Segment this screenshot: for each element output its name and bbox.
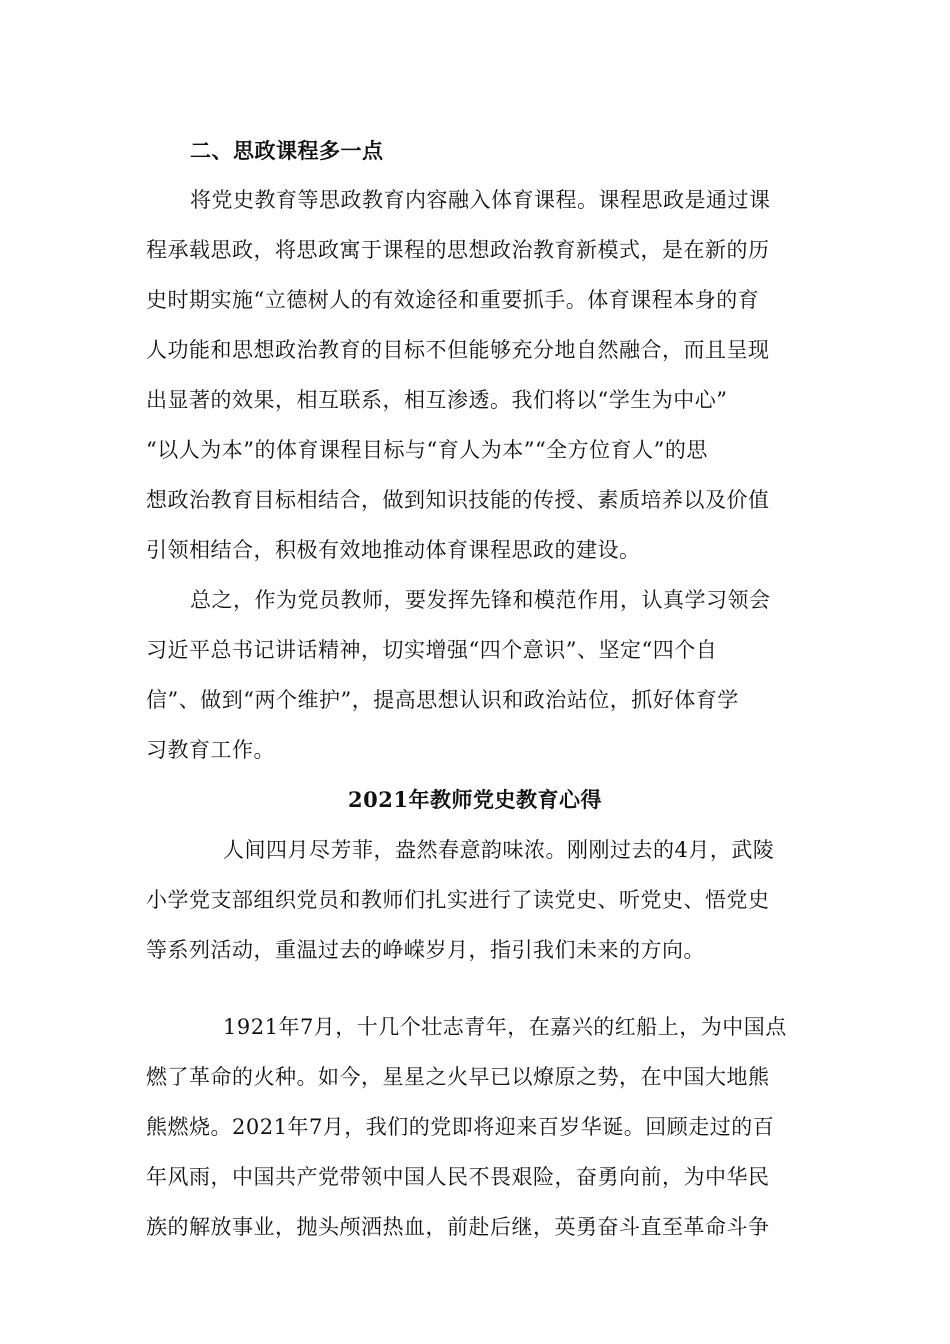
paragraph-line: 信”、做到“两个维护”，提高思想认识和政治站位，抓好体育学 bbox=[146, 688, 739, 712]
paragraph-line: “以人为本”的体育课程目标与“育人为本”“全方位育人”的思 bbox=[146, 438, 708, 462]
article-line: 1921年7月，十几个壮志青年，在嘉兴的红船上，为中国点 bbox=[223, 1015, 787, 1039]
paragraph-line: 将党史教育等思政教育内容融入体育课程。课程思政是通过课 bbox=[190, 188, 771, 212]
article-line: 等系列活动，重温过去的峥嵘岁月，指引我们未来的方向。 bbox=[146, 938, 705, 962]
article-line: 族的解放事业，抛头颅洒热血，前赴后继，英勇奋斗直至革命斗争 bbox=[146, 1215, 770, 1239]
paragraph-line: 总之，作为党员教师，要发挥先锋和模范作用，认真学习领会 bbox=[190, 588, 771, 612]
article-line: 年风雨，中国共产党带领中国人民不畏艰险，奋勇向前，为中华民 bbox=[146, 1165, 770, 1189]
paragraph-line: 史时期实施“立德树人的有效途径和重要抓手。体育课程本身的育 bbox=[146, 288, 760, 312]
article-line: 燃了革命的火种。如今，星星之火早已以燎原之势，在中国大地熊 bbox=[146, 1065, 770, 1089]
section-heading: 二、思政课程多一点 bbox=[190, 138, 384, 163]
article-title: 2021年教师党史教育心得 bbox=[348, 787, 602, 812]
paragraph-line: 习近平总书记讲话精神，切实增强“四个意识”、坚定“四个自 bbox=[146, 638, 718, 662]
paragraph-line: 程承载思政，将思政寓于课程的思想政治教育新模式，是在新的历 bbox=[146, 238, 770, 262]
article-line: 熊燃烧。2021年7月，我们的党即将迎来百岁华诞。回顾走过的百 bbox=[146, 1115, 775, 1139]
paragraph-line: 习教育工作。 bbox=[146, 738, 275, 762]
paragraph-line: 出显著的效果，相互联系，相互渗透。我们将以“学生为中心” bbox=[146, 388, 728, 412]
paragraph-line: 想政治教育目标相结合，做到知识技能的传授、素质培养以及价值 bbox=[146, 488, 770, 512]
article-line: 小学党支部组织党员和教师们扎实进行了读党史、听党史、悟党史 bbox=[146, 888, 770, 912]
paragraph-line: 人功能和思想政治教育的目标不但能够充分地自然融合，而且呈现 bbox=[146, 338, 770, 362]
paragraph-line: 引领相结合，积极有效地推动体育课程思政的建设。 bbox=[146, 538, 641, 562]
article-line: 人间四月尽芳菲，盎然春意韵味浓。刚刚过去的4月，武陵 bbox=[223, 838, 775, 862]
